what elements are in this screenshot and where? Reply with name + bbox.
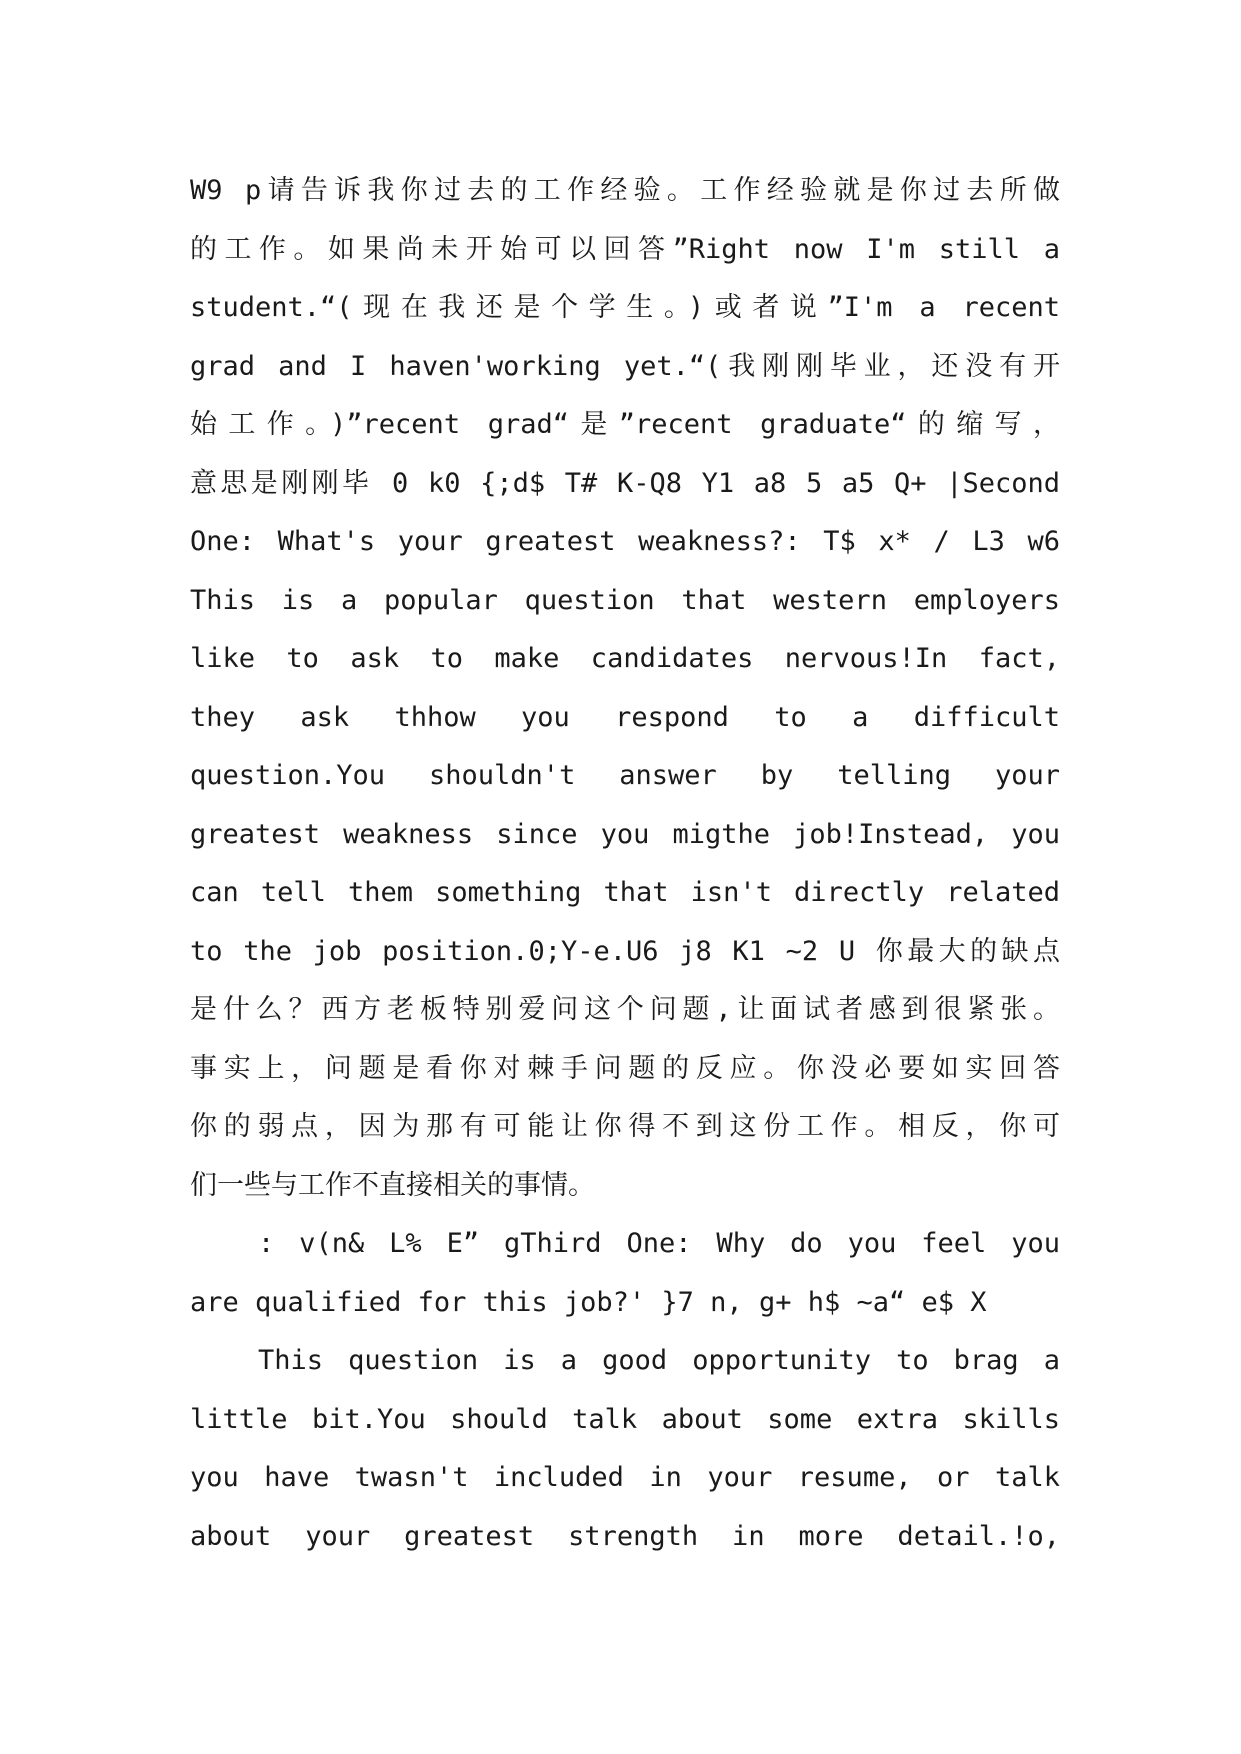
text-line: grad and I haven'working yet.“(我刚刚毕业，还没有开: [190, 350, 1060, 382]
text-line: question.You shouldn't answer by telling your: [190, 760, 1060, 791]
paragraph-third-question: [190, 1215, 1060, 1332]
text-line: about your greatest strength in more detail.!o,: [190, 1520, 1060, 1552]
text-line: greatest weakness since you migthe job!Instead, you: [190, 818, 1060, 850]
text-line: like to ask to make candidates nervous!In fact,: [190, 643, 1060, 674]
text-line: to the job position.0;Y-e.U6 j8 K1 ~2 U 你最大的缺点: [190, 935, 1060, 967]
text-line: W9 p请告诉我你过去的工作经验。工作经验就是你过去所做: [190, 175, 1060, 206]
text-line: 你的弱点，因为那有可能让你得不到这份工作。相反，你可: [190, 1111, 1060, 1142]
text-line: 意思是刚刚毕 0 k0 {;d$ T# K-Q8 Y1 a8 5 a5 Q+ |Second: [190, 467, 1060, 499]
document-body: [190, 162, 1060, 1566]
text-line: : v(n& L% E” gThird One: Why do you feel you: [258, 1228, 1060, 1259]
text-line: 是什么？西方老板特别爱问这个问题,让面试者感到很紧张。: [190, 994, 1060, 1025]
text-line: they ask thhow you respond to a difficult: [190, 701, 1060, 733]
paragraph-brag-answer: [190, 1332, 1060, 1566]
text-line: One: What's your greatest weakness?: T$ x* / L3 w6: [190, 526, 1060, 557]
text-line: This question is a good opportunity to brag a: [258, 1345, 1060, 1376]
text-line: are qualified for this job?' }7 n, g+ h$ ~a“ e$ X: [190, 1286, 987, 1318]
text-line: This is a popular question that western employers: [190, 584, 1060, 616]
text-line: 始工作。)”recent grad“是”recent graduate“的缩写，: [190, 409, 1060, 440]
paragraph-work-experience: [190, 162, 1060, 1215]
text-line: 的工作。如果尚未开始可以回答”Right now I'm still a: [190, 233, 1060, 265]
text-line: little bit.You should talk about some extra skills: [190, 1403, 1060, 1435]
text-line: you have twasn't included in your resume, or talk: [190, 1462, 1060, 1493]
text-line: 事实上，问题是看你对棘手问题的反应。你没必要如实回答: [190, 1052, 1060, 1084]
text-line: student.“(现在我还是个学生。)或者说”I'm a recent: [190, 292, 1060, 323]
text-line: 们一些与工作不直接相关的事情。: [190, 1169, 595, 1201]
text-line: can tell them something that isn't directly related: [190, 877, 1060, 908]
